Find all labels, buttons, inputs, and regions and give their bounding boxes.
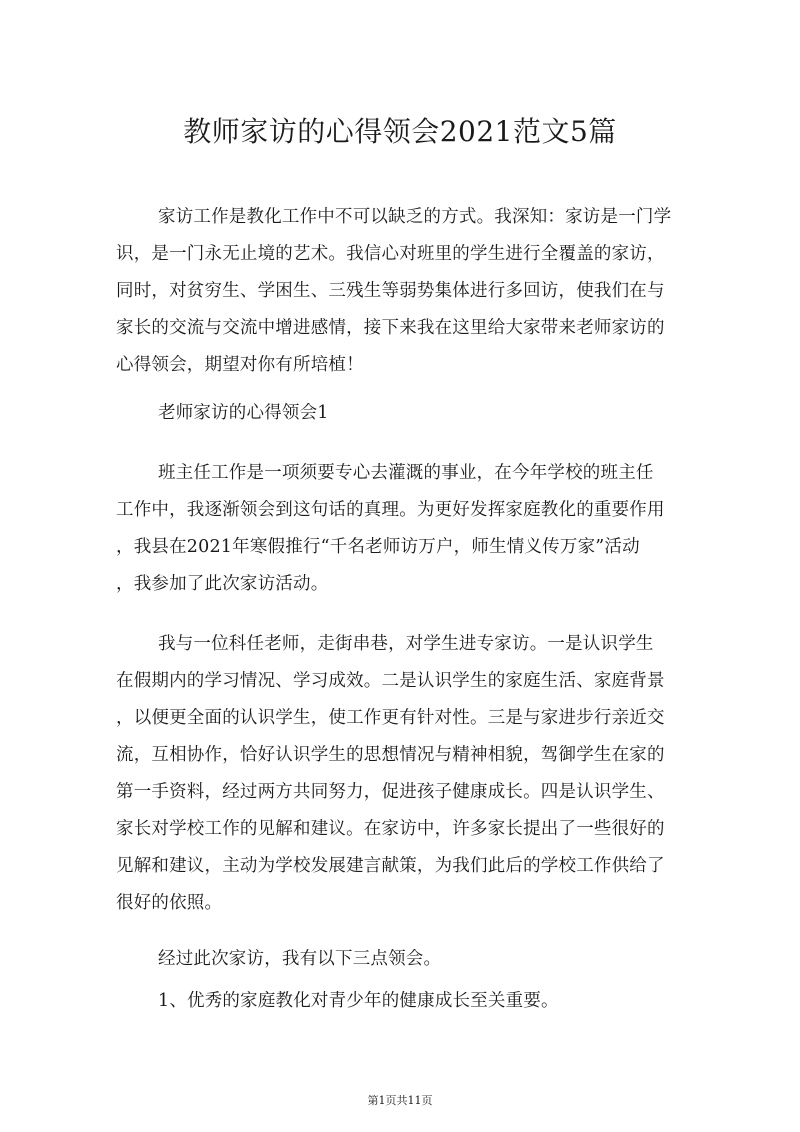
text-line: 第一手资料，经过两方共同努力，促进孩子健康成长。四是认识学生、 [116,782,665,802]
text-line: 很好的依照。 [116,893,223,913]
document-title: 教师家访的心得领会2021范文5篇 [183,115,617,148]
text-line: 工作中，我逐渐领会到这句话的真理。为更好发挥家庭教化的重要作用 [116,500,665,520]
text-line: 见解和建议，主动为学校发展建言献策，为我们此后的学校工作供给了 [116,856,665,876]
intro-paragraph [116,199,688,384]
text-line: 我与一位科任老师，走街串巷，对学生进专家访。一是认识学生 [158,634,654,654]
text-line: 家长的交流与交流中增进感情，接下来我在这里给大家带来老师家访的 [116,318,665,338]
body-paragraph-3: 经过此次家访，我有以下三点领会。 [158,949,442,969]
body-paragraph-4: 1、优秀的家庭教化对青少年的健康成长至关重要。 [158,991,559,1011]
text-line: 心得领会，期望对你有所培植！ [116,355,364,375]
text-line: 同时，对贫穷生、学困生、三残生等弱势集体进行多回访，使我们在与 [116,281,665,301]
text-line: 班主任工作是一项须要专心去灌溉的事业，在今年学校的班主任 [158,463,654,483]
text-line: ，我参加了此次家访活动。 [116,574,329,594]
text-line: 流，互相协作，恰好认识学生的思想情况与精神相貌，驾御学生在家的 [116,745,665,765]
text-line: 识，是一门永无止境的艺术。我信心对班里的学生进行全覆盖的家访， [116,244,665,264]
text-line: ，我县在2021年寒假推行“千名老师访万户，师生情义传万家”活动 [116,537,640,557]
body-paragraph-1 [116,455,688,603]
body-paragraph-2 [116,626,688,922]
text-line: 家长对学校工作的见解和建议。在家访中，许多家长提出了一些很好的 [116,819,665,839]
text-line: ，以便更全面的认识学生，使工作更有针对性。三是与家进步行亲近交 [116,708,665,728]
section-heading: 老师家访的心得领会1 [158,403,329,423]
text-line: 家访工作是教化工作中不可以缺乏的方式。我深知：家访是一门学 [158,207,672,227]
text-line: 在假期内的学习情况、学习成效。二是认识学生的家庭生活、家庭背景 [116,671,665,691]
page-footer: 第1页共11页 [367,1094,433,1107]
